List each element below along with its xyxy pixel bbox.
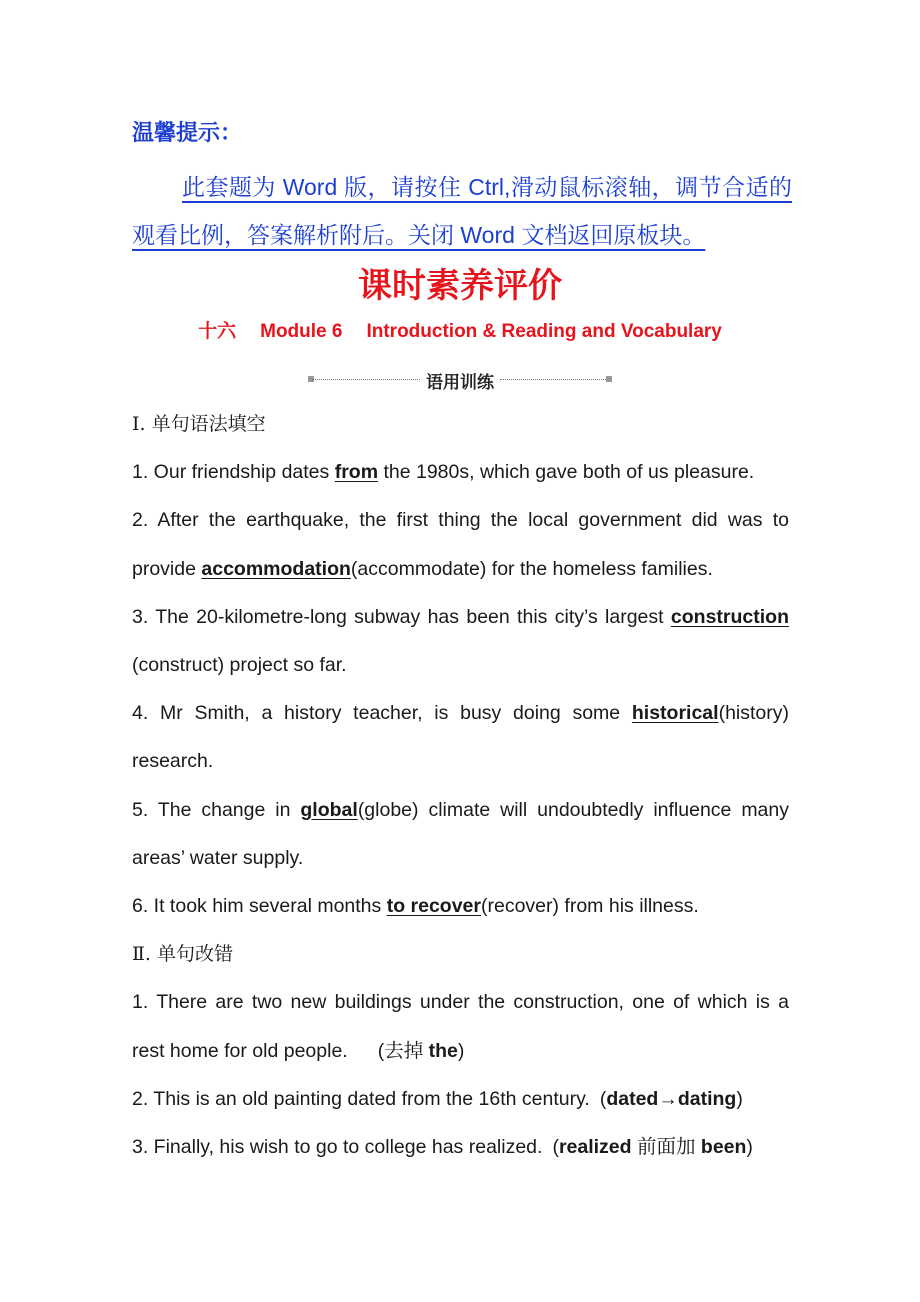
answer: accommodation: [201, 557, 351, 580]
answer: construction: [670, 605, 789, 628]
correction-fix: (去掉: [377, 1039, 429, 1062]
page-title: 课时素养评价: [358, 266, 562, 306]
divider-line-right: [500, 379, 608, 380]
question-text: (construct) project so far.: [132, 654, 347, 677]
section-divider: [308, 368, 612, 392]
tip-title: 温馨提示：: [132, 120, 243, 145]
question-2: [132, 496, 789, 592]
section-heading-error-correction: Ⅱ. 单句改错: [132, 943, 233, 966]
lesson-subtitle: [0, 316, 920, 343]
answer: to recover: [386, 895, 481, 918]
correction-fix-bold: the: [428, 1039, 458, 1062]
question-text: (accommodate) for the homeless families.: [350, 557, 713, 580]
correction-text: 3. Finally, his wish to go to college has realized.: [132, 1136, 543, 1159]
correction-2: [132, 1075, 789, 1123]
correction-fix: ): [736, 1087, 743, 1110]
correction-text: 2. This is an old painting dated from the 16th century.: [132, 1087, 590, 1110]
correction-3: [132, 1123, 789, 1171]
tip-body: [132, 163, 792, 259]
correction-fix: ): [457, 1039, 465, 1062]
question-text: the 1980s, which gave both of us pleasure.: [378, 461, 755, 484]
correction-fix-bold: realized: [558, 1136, 632, 1159]
question-text: 1. Our friendship dates: [132, 461, 335, 484]
correction-fix: 前面加: [631, 1136, 701, 1159]
tip-body-text: 此套题为 Word 版，请按住 Ctrl,滑动鼠标滚轴，调节合适的观看比例，答案解析附后。关闭 Word 文档返回原板块。: [132, 174, 792, 248]
exercise-content: [132, 400, 789, 1171]
question-text: 4. Mr Smith, a history teacher, is busy doing some: [132, 702, 632, 725]
question-text: 5. The change in: [132, 798, 301, 821]
question-text: (recover) from his illness.: [481, 895, 699, 918]
answer: from: [334, 461, 379, 484]
question-text: (history) research.: [132, 702, 789, 773]
answer: global: [300, 798, 358, 821]
question-6: [132, 882, 789, 930]
correction-1: [132, 978, 789, 1074]
lesson-topic: Introduction & Reading and Vocabulary: [366, 321, 722, 342]
divider-label: 语用训练: [426, 373, 494, 392]
question-text: (globe) climate will undoubtedly influence many areas’ water supply.: [132, 798, 789, 869]
correction-text: 1. There are two new buildings under the construction, one of which is a rest home for old people.: [132, 991, 789, 1062]
question-text: 3. The 20-kilometre-long subway has been this city’s largest: [132, 605, 671, 628]
divider-cap-right: [606, 376, 612, 382]
question-text: 6. It took him several months: [132, 895, 387, 918]
question-1: [132, 448, 789, 496]
section-heading-fill-blank: Ⅰ. 单句语法填空: [132, 413, 266, 435]
question-3: [132, 593, 789, 689]
correction-fix: ): [746, 1136, 753, 1159]
question-4: [132, 689, 789, 785]
question-text: 2. After the earthquake, the first thing the local government did was to provide: [132, 509, 789, 580]
question-5: [132, 786, 789, 882]
correction-fix: (: [552, 1136, 559, 1159]
correction-fix-bold: been: [700, 1136, 747, 1159]
correction-fix: (: [599, 1087, 607, 1110]
answer: historical: [631, 702, 719, 725]
module-label: Module 6: [260, 321, 343, 342]
correction-fix-bold: dated→dating: [606, 1087, 737, 1110]
lesson-number: 十六: [198, 321, 237, 342]
